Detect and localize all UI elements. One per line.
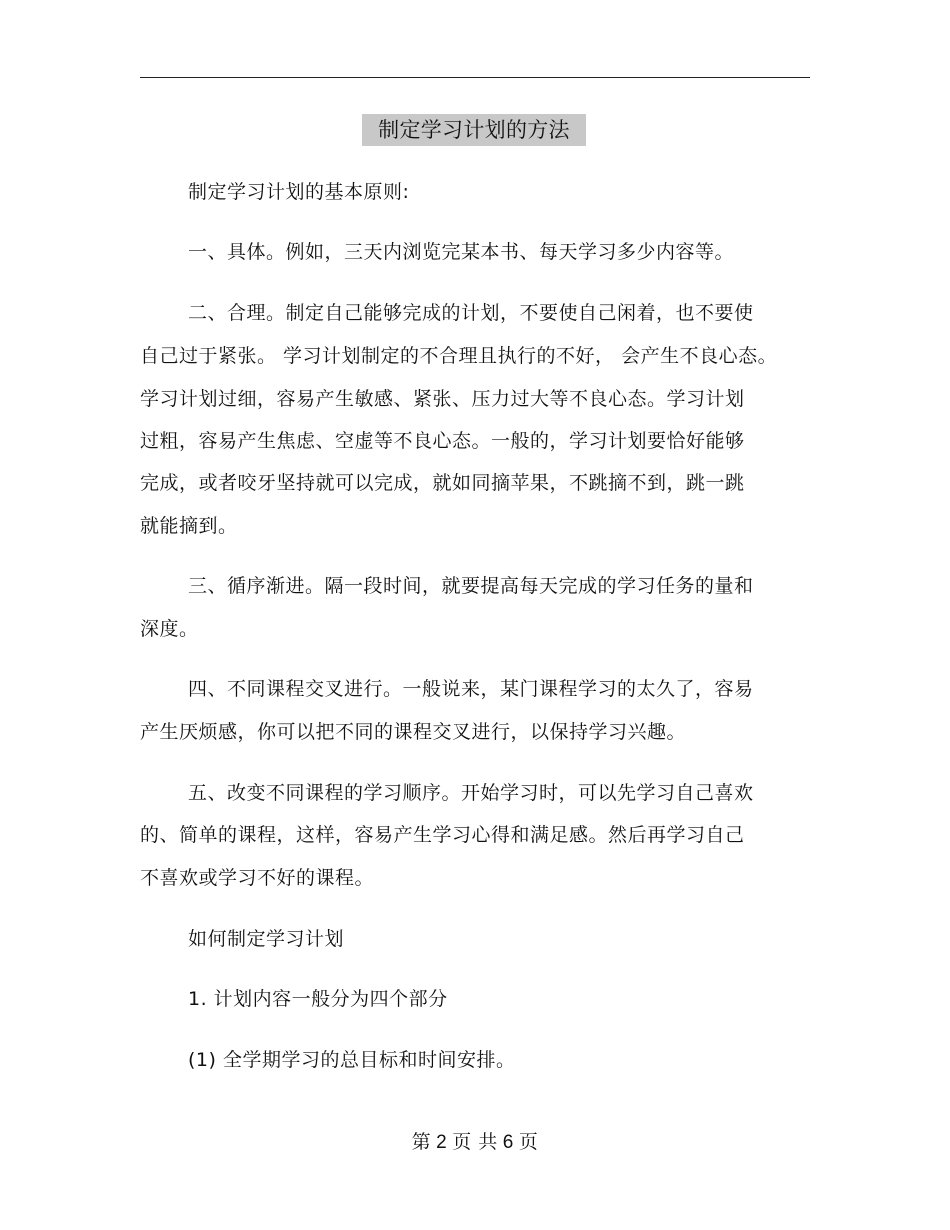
body-line: 一、具体。例如，三天内浏览完某本书、每天学习多少内容等。: [188, 241, 735, 263]
body-line: 自己过于紧张。 学习计划制定的不合理且执行的不好， 会产生不良心态。: [140, 345, 778, 367]
body-line: 深度。: [140, 618, 199, 640]
footer-middle: 页 共: [452, 1131, 498, 1153]
body-line: 不喜欢或学习不好的课程。: [140, 867, 375, 889]
body-line: 三、循序渐进。隔一段时间，就要提高每天完成的学习任务的量和: [188, 575, 754, 597]
page-footer: [0, 1130, 950, 1155]
header-rule: [140, 77, 810, 78]
body-line: 过粗，容易产生焦虑、空虚等不良心态。一般的，学习计划要恰好能够: [140, 430, 745, 452]
body-line: 五、改变不同课程的学习顺序。开始学习时，可以先学习自己喜欢: [188, 782, 754, 804]
body-line: 的、简单的课程，这样，容易产生学习心得和满足感。然后再学习自己: [140, 824, 745, 846]
body-line: 制定学习计划的基本原则:: [188, 181, 410, 203]
footer-suffix: 页: [518, 1131, 539, 1153]
body-line: 产生厌烦感，你可以把不同的课程交叉进行，以保持学习兴趣。: [140, 721, 687, 743]
current-page-number: 2: [436, 1132, 448, 1153]
list-item: (1) 全学期学习的总目标和时间安排。: [188, 1049, 516, 1071]
footer-prefix: 第: [411, 1131, 432, 1153]
body-line: 二、合理。制定自己能够完成的计划，不要使自己闲着，也不要使: [188, 302, 754, 324]
body-line: 完成，或者咬牙坚持就可以完成，就如同摘苹果，不跳摘不到，跳一跳: [140, 472, 745, 494]
total-pages-number: 6: [502, 1132, 514, 1153]
section-heading: 如何制定学习计划: [188, 928, 345, 950]
page-title: 制定学习计划的方法: [362, 114, 586, 146]
body-line: 就能摘到。: [140, 515, 238, 537]
body-line: 学习计划过细，容易产生敏感、紧张、压力过大等不良心态。学习计划: [140, 388, 745, 410]
list-heading: 1. 计划内容一般分为四个部分: [188, 988, 448, 1010]
body-line: 四、不同课程交叉进行。一般说来，某门课程学习的太久了，容易: [188, 678, 754, 700]
